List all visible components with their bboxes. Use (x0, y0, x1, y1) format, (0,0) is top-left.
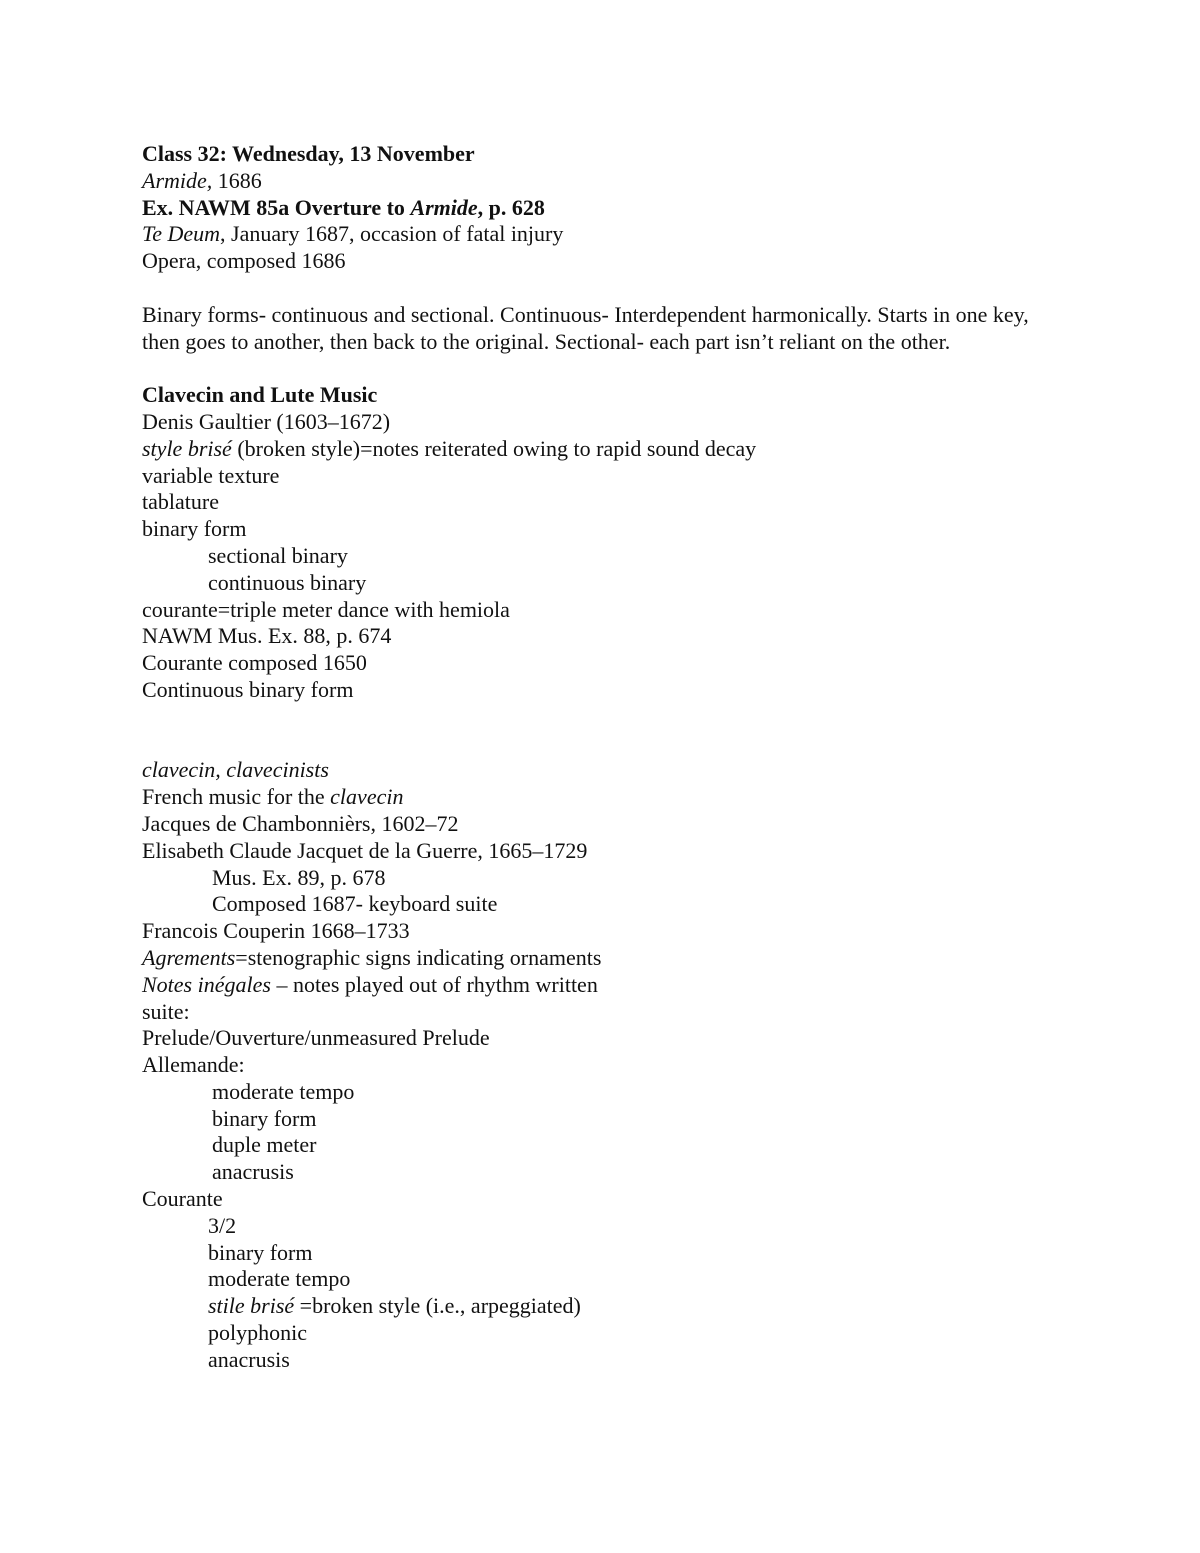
gaultier-line: Denis Gaultier (1603–1672) (142, 408, 391, 434)
inegales-line (142, 972, 1062, 999)
style-brise-def: (broken style)=notes reiterated owing to rapid sound decay (231, 435, 757, 461)
suite-label: suite: (142, 998, 190, 1024)
list-item: Continuous binary form (142, 676, 354, 702)
agrements-term: Agrements (142, 944, 236, 970)
list-subitem: polyphonic (208, 1320, 307, 1346)
stile-brise-line (142, 1293, 1062, 1320)
list-item: variable texture (142, 462, 280, 488)
agrements-line (142, 945, 1062, 972)
inegales-def: – notes played out of rhythm written (270, 971, 598, 997)
list-item: courante=triple meter dance with hemiola (142, 596, 510, 622)
list-subitem: binary form (212, 1105, 317, 1131)
tedeum-line (142, 221, 1062, 248)
armide-year: 1686 (212, 167, 262, 193)
french-music-prefix: French music for the (142, 784, 331, 810)
example-suffix: , p. 628 (477, 194, 545, 220)
list-subitem: Composed 1687- keyboard suite (212, 891, 498, 917)
style-brise-term: style brisé (142, 435, 232, 461)
stile-brise-term: stile brisé (208, 1293, 295, 1319)
list-subitem: Mus. Ex. 89, p. 678 (212, 864, 386, 890)
example-prefix: Ex. NAWM 85a Overture to (142, 194, 411, 220)
document-body (142, 141, 1062, 1374)
spacer (142, 275, 1062, 302)
french-music-term: clavecin (330, 784, 404, 810)
tedeum-rest: , January 1687, occasion of fatal injury (220, 221, 564, 247)
jacquet-line: Elisabeth Claude Jacquet de la Guerre, 1665–1729 (142, 837, 588, 863)
list-item: Courante composed 1650 (142, 650, 367, 676)
list-item: binary form (142, 516, 247, 542)
prelude-line: Prelude/Ouverture/unmeasured Prelude (142, 1025, 490, 1051)
couperin-line: Francois Couperin 1668–1733 (142, 918, 410, 944)
allemande-label: Allemande: (142, 1052, 245, 1078)
list-subitem: anacrusis (212, 1159, 294, 1185)
list-item: NAWM Mus. Ex. 88, p. 674 (142, 623, 392, 649)
class-title: Class 32: Wednesday, 13 November (142, 141, 475, 166)
list-subitem: anacrusis (208, 1346, 290, 1372)
clavecin-lute-heading: Clavecin and Lute Music (142, 382, 378, 408)
list-subitem: moderate tempo (208, 1266, 351, 1292)
french-music-line (142, 784, 1062, 811)
binary-forms-paragraph: Binary forms- continuous and sectional. Continuous- Interdependent harmonically. Starts in one key, then goes to another, then back to the original. Sectional- each part isn’t reliant on the other. (142, 301, 1029, 354)
style-brise-line (142, 436, 1062, 463)
opera-line: Opera, composed 1686 (142, 248, 346, 274)
example-work: Armide (410, 194, 478, 220)
stile-brise-def: =broken style (i.e., arpeggiated) (294, 1293, 581, 1319)
chambonnieres-line: Jacques de Chambonnièrs, 1602–72 (142, 810, 459, 836)
tedeum-title: Te Deum (142, 221, 221, 247)
list-subitem: binary form (208, 1239, 313, 1265)
inegales-term: Notes inégales (142, 971, 271, 997)
armide-line (142, 168, 1062, 195)
armide-title: Armide, (142, 167, 213, 193)
clavecinists-heading: clavecin, clavecinists (142, 757, 329, 783)
spacer (142, 355, 1062, 382)
list-item: tablature (142, 489, 219, 515)
list-subitem: continuous binary (208, 569, 367, 595)
list-subitem: sectional binary (208, 542, 348, 568)
spacer (142, 731, 1062, 758)
list-subitem: duple meter (212, 1132, 317, 1158)
spacer (142, 704, 1062, 731)
courante-label: Courante (142, 1186, 223, 1212)
list-subitem: moderate tempo (212, 1078, 355, 1104)
agrements-def: =stenographic signs indicating ornaments (235, 944, 602, 970)
list-subitem: 3/2 (208, 1212, 237, 1238)
example-line (142, 195, 1062, 222)
